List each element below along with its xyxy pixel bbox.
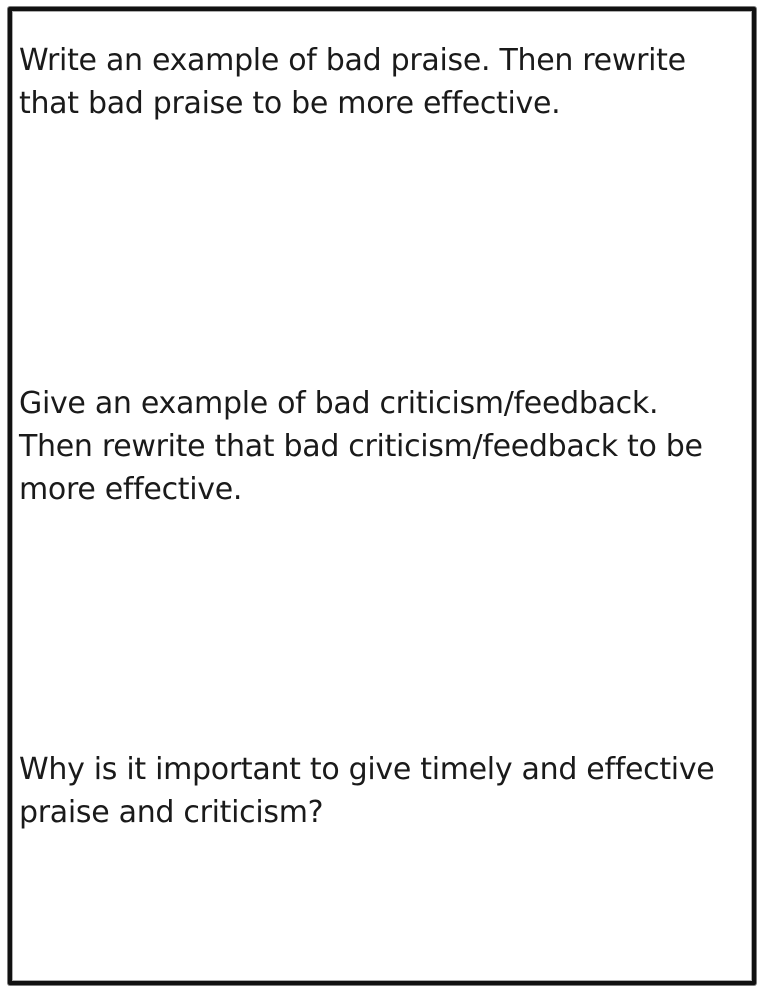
answer-area-2[interactable] bbox=[19, 515, 739, 740]
question-3-text: Why is it important to give timely and effective praise and criticism? bbox=[19, 752, 715, 830]
answer-area-3[interactable] bbox=[19, 838, 739, 978]
question-2-text: Give an example of bad criticism/feedback. Then rewrite that bad criticism/feedback to be more effective. bbox=[19, 386, 703, 507]
question-1-text: Write an example of bad praise. Then rewrite that bad praise to be more effective. bbox=[19, 43, 686, 121]
answer-area-1[interactable] bbox=[19, 130, 739, 370]
